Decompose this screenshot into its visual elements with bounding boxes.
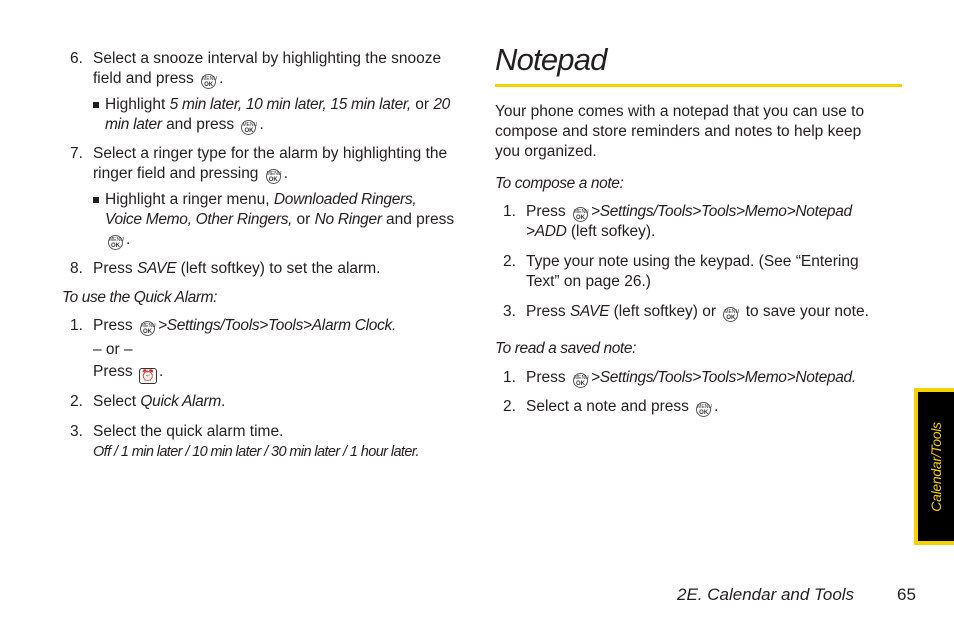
menu-ok-key-icon: MENU OK xyxy=(140,323,156,335)
menu-ok-key-icon: MENU OK xyxy=(266,171,282,183)
step-7: 7. Select a ringer type for the alarm by highlighting the ringer field and pressing MENU OK . Highlight a ringer menu, Downloaded Ringers, Voice Memo, Other Ringers, or No Ringer and press MENU OK . xyxy=(62,144,470,250)
page-number: 65 xyxy=(897,585,916,604)
menu-ok-key-icon: MENU OK xyxy=(573,375,589,387)
read-step-2: 2. Select a note and press MENU OK . xyxy=(503,398,719,416)
quick-alarm-step-1: 1. Press MENU OK >Settings/Tools>Tools>Alarm Clock. – or – Press ⏰ . xyxy=(70,317,397,382)
procedure-heading: To use the Quick Alarm: xyxy=(62,289,218,306)
alarm-clock-key-icon: ⏰ xyxy=(139,368,157,384)
step-6-bullet: Highlight 5 min later, 10 min later, 15 min later, or 20 min later and press MENU OK . xyxy=(93,95,470,135)
menu-path: >ADD xyxy=(526,223,567,240)
menu-path: >Settings/Tools>Tools>Alarm Clock. xyxy=(157,317,397,334)
menu-path: >Settings/Tools>Tools>Memo>Notepad xyxy=(590,203,852,220)
menu-ok-key-icon: MENU OK xyxy=(697,404,712,416)
compose-step-2: 2. Type your note using the keypad. (See “Entering Text” on page 26.) xyxy=(503,253,859,290)
step-number: 2. xyxy=(503,253,516,270)
compose-step-1: 1. Press MENU OK >Settings/Tools>Tools>Memo>Notepad >ADD (left sofkey). xyxy=(503,203,852,240)
title-underline xyxy=(495,84,902,87)
step-number: 3. xyxy=(70,423,83,440)
read-step-1: 1. Press MENU OK >Settings/Tools>Tools>Memo>Notepad. xyxy=(503,369,856,387)
menu-ok-key-icon: MENU OK xyxy=(724,309,740,321)
procedure-heading: To read a saved note: xyxy=(495,340,636,357)
step-number: 1. xyxy=(503,369,516,386)
side-tab-label: Calendar/Tools xyxy=(928,421,944,512)
menu-ok-key-icon: MENU OK xyxy=(202,76,217,88)
menu-ok-key-icon: MENU OK xyxy=(109,237,124,249)
step-number: 1. xyxy=(503,203,516,220)
section-title: Notepad xyxy=(495,42,607,77)
bullet-icon xyxy=(93,102,99,108)
step-text: field and press xyxy=(93,70,194,87)
or-separator: – or – xyxy=(93,341,133,358)
compose-step-3: 3. Press SAVE (left softkey) or MENU OK to save your note. xyxy=(503,303,869,321)
step-number: 7. xyxy=(70,145,83,162)
quick-alarm-step-2: 2. Select Quick Alarm. xyxy=(70,393,226,410)
step-number: 6. xyxy=(70,50,83,67)
chapter-side-tab xyxy=(914,388,954,545)
intro-paragraph: Your phone comes with a notepad that you can use to compose and store reminders and notes to help keep you organized. xyxy=(495,103,865,160)
menu-ok-key-icon: MENU OK xyxy=(573,209,589,221)
menu-path: >Settings/Tools>Tools>Memo>Notepad. xyxy=(590,369,856,386)
step-text: ringer field and pressing xyxy=(93,165,259,182)
step-6: 6. Select a snooze interval by highlighting the snooze field and press MENU OK . Highlight 5 min later, 10 min later, 15 min later, or 20 min later and press MENU OK . xyxy=(62,49,470,135)
step-7-bullet: Highlight a ringer menu, Downloaded Ringers, Voice Memo, Other Ringers, or No Ringer and press MENU OK . xyxy=(93,190,470,250)
step-number: 2. xyxy=(503,398,516,415)
footer-section-name: 2E. Calendar and Tools xyxy=(677,585,855,604)
step-number: 8. xyxy=(70,260,83,277)
menu-item: Quick Alarm xyxy=(140,393,221,410)
softkey-label: SAVE xyxy=(136,260,177,277)
step-text: Select a ringer type for the alarm by highlighting the xyxy=(93,145,448,162)
step-number: 1. xyxy=(70,317,83,334)
option-list: Downloaded Ringers, xyxy=(273,191,417,208)
quick-alarm-step-3: 3. Select the quick alarm time. Off / 1 min later / 10 min later / 30 min later / 1 hour later. xyxy=(70,423,419,460)
bullet-icon xyxy=(93,197,99,203)
softkey-label: SAVE xyxy=(569,303,610,320)
step-number: 2. xyxy=(70,393,83,410)
step-8: 8. Press SAVE (left softkey) to set the alarm. xyxy=(70,260,381,277)
menu-ok-key-icon: MENU OK xyxy=(242,122,258,134)
step-text: Select a snooze interval by highlighting the snooze xyxy=(93,50,442,67)
procedure-heading: To compose a note: xyxy=(495,175,624,192)
step-number: 3. xyxy=(503,303,516,320)
option-list: 5 min later, 10 min later, 15 min later, xyxy=(169,96,411,113)
option-list: Off / 1 min later / 10 min later / 30 min later / 1 hour later. xyxy=(93,444,419,460)
